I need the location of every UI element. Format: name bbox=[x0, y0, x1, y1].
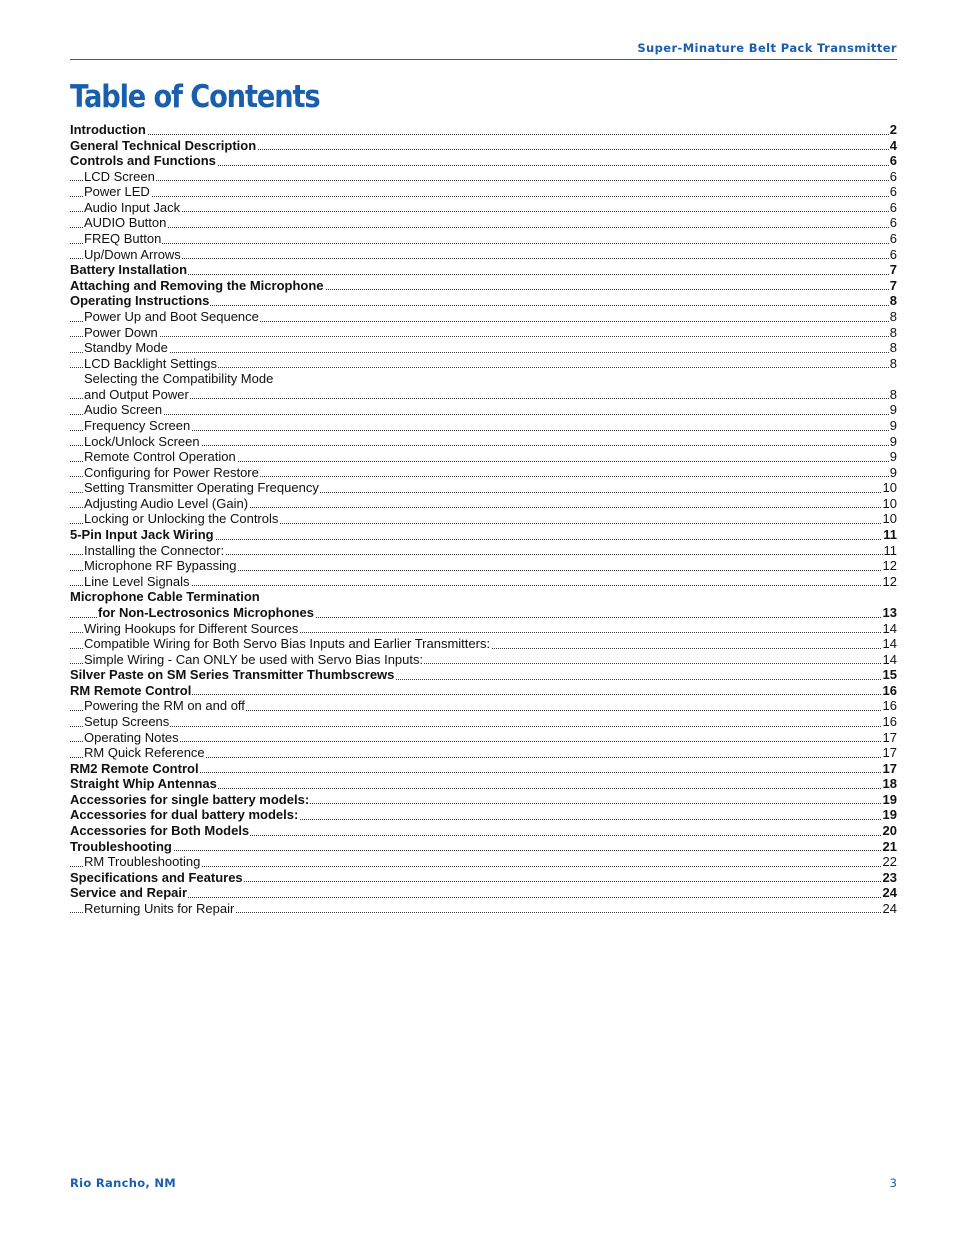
toc-entry-page: 9 bbox=[889, 449, 897, 465]
toc-entry[interactable] bbox=[70, 262, 897, 278]
header-divider bbox=[70, 59, 897, 60]
toc-entry[interactable] bbox=[70, 387, 897, 403]
toc-entry-page: 17 bbox=[882, 745, 897, 761]
toc-entry-title: Powering the RM on and off bbox=[84, 698, 245, 714]
toc-entry[interactable] bbox=[70, 839, 897, 855]
toc-entry[interactable] bbox=[70, 792, 897, 808]
toc-dot-leader bbox=[70, 585, 897, 586]
toc-entry-page: 8 bbox=[889, 308, 897, 324]
toc-entry-title: Compatible Wiring for Both Servo Bias Inputs and Earlier Transmitters: bbox=[84, 636, 491, 652]
toc-entry[interactable] bbox=[70, 745, 897, 761]
toc-entry[interactable] bbox=[70, 652, 897, 668]
toc-entry-title: Wiring Hookups for Different Sources bbox=[84, 620, 299, 636]
toc-entry-title: Accessories for dual battery models: bbox=[70, 807, 299, 823]
toc-entry-title: Straight Whip Antennas bbox=[70, 776, 217, 792]
toc-dot-leader bbox=[70, 850, 897, 851]
toc-entry-page: 10 bbox=[882, 480, 897, 496]
toc-entry-title: Remote Control Operation bbox=[84, 449, 236, 465]
toc-entry[interactable] bbox=[70, 418, 897, 434]
toc-entry-title: Power Down bbox=[84, 324, 158, 340]
toc-entry-page: 16 bbox=[882, 682, 897, 698]
toc-entry-page: 16 bbox=[882, 698, 897, 714]
toc-entry-title: Setup Screens bbox=[84, 713, 170, 729]
toc-entry-page: 10 bbox=[882, 511, 897, 527]
toc-entry-page: 6 bbox=[889, 199, 897, 215]
toc-entry-page: 23 bbox=[882, 869, 897, 885]
toc-entry-title: Troubleshooting bbox=[70, 838, 172, 854]
toc-dot-leader bbox=[70, 180, 897, 181]
toc-entry-title: Attaching and Removing the Microphone bbox=[70, 277, 324, 293]
toc-entry[interactable] bbox=[70, 621, 897, 637]
toc-entry[interactable] bbox=[70, 698, 897, 714]
toc-entry-title: RM Remote Control bbox=[70, 682, 192, 698]
toc-entry-page: 18 bbox=[882, 776, 897, 792]
toc-entry-page: 17 bbox=[882, 729, 897, 745]
toc-entry[interactable] bbox=[70, 543, 897, 559]
toc-entry-page: 19 bbox=[882, 807, 897, 823]
toc-entry-title: Selecting the Compatibility Mode bbox=[84, 371, 274, 387]
toc-entry[interactable] bbox=[70, 527, 897, 543]
toc-entry[interactable] bbox=[70, 807, 897, 823]
toc-entry-title: AUDIO Button bbox=[84, 215, 167, 231]
toc-entry-title: Adjusting Audio Level (Gain) bbox=[84, 495, 249, 511]
toc-entry-page: 9 bbox=[889, 433, 897, 449]
toc-entry[interactable] bbox=[70, 730, 897, 746]
toc-dot-leader bbox=[70, 897, 897, 898]
toc-entry-title: Locking or Unlocking the Controls bbox=[84, 511, 279, 527]
toc-entry[interactable] bbox=[70, 200, 897, 216]
toc-entry-page: 14 bbox=[882, 636, 897, 652]
toc-entry-page: 21 bbox=[882, 838, 897, 854]
toc-entry-title: Audio Screen bbox=[84, 402, 163, 418]
toc-entry-title: RM Troubleshooting bbox=[84, 854, 201, 870]
toc-entry-title: Battery Installation bbox=[70, 262, 188, 278]
footer-location: Rio Rancho, NM bbox=[70, 1176, 177, 1190]
toc-entry[interactable] bbox=[70, 371, 897, 387]
toc-entry-title: Frequency Screen bbox=[84, 417, 191, 433]
toc-entry[interactable] bbox=[70, 293, 897, 309]
toc-entry[interactable] bbox=[70, 434, 897, 450]
toc-entry-title: 5-Pin Input Jack Wiring bbox=[70, 527, 214, 543]
toc-entry-title: Lock/Unlock Screen bbox=[84, 433, 200, 449]
toc-entry[interactable] bbox=[70, 231, 897, 247]
toc-entry[interactable] bbox=[70, 169, 897, 185]
toc-entry-title: Power Up and Boot Sequence bbox=[84, 308, 259, 324]
footer-page-number: 3 bbox=[889, 1176, 897, 1190]
toc-entry[interactable] bbox=[70, 511, 897, 527]
toc-entry-title: Installing the Connector: bbox=[84, 542, 225, 558]
toc-entry-page: 12 bbox=[882, 573, 897, 589]
toc-entry[interactable] bbox=[70, 325, 897, 341]
toc-entry-page: 6 bbox=[889, 168, 897, 184]
toc-entry-page: 6 bbox=[889, 215, 897, 231]
toc-entry[interactable] bbox=[70, 496, 897, 512]
toc-entry-page: 8 bbox=[889, 293, 897, 309]
toc-entry-title: Standby Mode bbox=[84, 340, 168, 356]
toc-entry-page: 24 bbox=[882, 900, 897, 916]
toc-entry-title: Service and Repair bbox=[70, 885, 188, 901]
toc-entry-page: 10 bbox=[882, 495, 897, 511]
toc-entry-page: 7 bbox=[889, 277, 897, 293]
toc-entry[interactable] bbox=[70, 714, 897, 730]
toc-entry-page: 17 bbox=[882, 760, 897, 776]
toc-entry-page: 6 bbox=[889, 246, 897, 262]
toc-entry[interactable] bbox=[70, 901, 897, 917]
toc-entry[interactable] bbox=[70, 356, 897, 372]
toc-entry-page: 8 bbox=[889, 324, 897, 340]
toc-entry-page: 11 bbox=[883, 527, 897, 543]
toc-entry-title: Microphone Cable Termination bbox=[70, 589, 260, 605]
toc-entry[interactable] bbox=[70, 184, 897, 200]
toc-entry-title: RM2 Remote Control bbox=[70, 760, 199, 776]
toc-entry[interactable] bbox=[70, 138, 897, 154]
toc-entry-title: Accessories for Both Models bbox=[70, 823, 250, 839]
toc-entry-page: 8 bbox=[889, 340, 897, 356]
toc-entry-title: Line Level Signals bbox=[84, 573, 190, 589]
toc-entry[interactable] bbox=[70, 153, 897, 169]
toc-entry[interactable] bbox=[70, 215, 897, 231]
toc-entry-page: 15 bbox=[882, 667, 897, 683]
toc-entry-page: 8 bbox=[889, 355, 897, 371]
toc-entry[interactable] bbox=[70, 340, 897, 356]
toc-entry-page: 6 bbox=[889, 231, 897, 247]
toc-dot-leader bbox=[70, 274, 897, 275]
toc-entry-title: Power LED bbox=[84, 184, 150, 200]
toc-dot-leader bbox=[70, 414, 897, 415]
toc-entry[interactable] bbox=[70, 574, 897, 590]
toc-entry[interactable] bbox=[70, 465, 897, 481]
toc-entry[interactable] bbox=[70, 247, 897, 263]
toc-entry-page: 9 bbox=[889, 402, 897, 418]
toc-entry-page: 24 bbox=[882, 885, 897, 901]
toc-entry[interactable] bbox=[70, 480, 897, 496]
toc-entry-title: RM Quick Reference bbox=[84, 745, 205, 761]
toc-entry-title: Audio Input Jack bbox=[84, 199, 181, 215]
toc-entry[interactable] bbox=[70, 683, 897, 699]
toc-entry-title: Specifications and Features bbox=[70, 869, 243, 885]
toc-entry-page: 16 bbox=[882, 713, 897, 729]
table-of-contents bbox=[70, 122, 897, 916]
toc-entry-page: 9 bbox=[889, 417, 897, 433]
toc-entry-page: 4 bbox=[889, 137, 897, 153]
toc-entry[interactable] bbox=[70, 558, 897, 574]
toc-entry-page: 20 bbox=[882, 823, 897, 839]
toc-entry[interactable] bbox=[70, 761, 897, 777]
toc-entry-page: 2 bbox=[889, 122, 897, 137]
toc-dot-leader bbox=[70, 726, 897, 727]
toc-entry[interactable] bbox=[70, 402, 897, 418]
toc-dot-leader bbox=[70, 134, 897, 135]
toc-entry[interactable] bbox=[70, 776, 897, 792]
toc-entry-page: 11 bbox=[883, 542, 897, 558]
toc-entry[interactable] bbox=[70, 854, 897, 870]
toc-dot-leader bbox=[70, 243, 897, 244]
toc-entry[interactable] bbox=[70, 309, 897, 325]
toc-entry-page: 14 bbox=[882, 651, 897, 667]
toc-entry-title: Operating Notes bbox=[84, 729, 179, 745]
toc-dot-leader bbox=[70, 211, 897, 212]
toc-entry-title: Configuring for Power Restore bbox=[84, 464, 259, 480]
toc-dot-leader bbox=[70, 694, 897, 695]
toc-entry-page: 14 bbox=[882, 620, 897, 636]
toc-entry-title: LCD Screen bbox=[84, 168, 155, 184]
toc-entry[interactable] bbox=[70, 278, 897, 294]
toc-entry-title: Up/Down Arrows bbox=[84, 246, 181, 262]
toc-entry-page: 6 bbox=[889, 184, 897, 200]
toc-entry-page: 9 bbox=[889, 464, 897, 480]
page-title: Table of Contents bbox=[70, 79, 320, 115]
toc-entry[interactable] bbox=[70, 823, 897, 839]
toc-entry-page: 7 bbox=[889, 262, 897, 278]
toc-dot-leader bbox=[70, 196, 897, 197]
toc-entry-title: Introduction bbox=[70, 122, 146, 137]
toc-dot-leader bbox=[70, 741, 897, 742]
toc-entry[interactable] bbox=[70, 449, 897, 465]
toc-entry-title: Microphone RF Bypassing bbox=[84, 558, 237, 574]
toc-entry-title: Returning Units for Repair bbox=[84, 900, 235, 916]
toc-dot-leader bbox=[70, 430, 897, 431]
toc-entry-title: and Output Power bbox=[84, 386, 189, 402]
toc-entry-title: Setting Transmitter Operating Frequency bbox=[84, 480, 319, 496]
toc-entry-page: 8 bbox=[889, 386, 897, 402]
running-header: Super-Minature Belt Pack Transmitter bbox=[637, 41, 897, 55]
toc-entry[interactable] bbox=[70, 589, 897, 605]
toc-entry[interactable] bbox=[70, 885, 897, 901]
toc-entry-title: Simple Wiring - Can ONLY be used with Servo Bias Inputs: bbox=[84, 651, 424, 667]
toc-entry-page: 22 bbox=[882, 854, 897, 870]
toc-dot-leader bbox=[70, 336, 897, 337]
toc-entry-title: LCD Backlight Settings bbox=[84, 355, 217, 371]
toc-entry-title: Operating Instructions bbox=[70, 293, 210, 309]
toc-entry-title: for Non-Lectrosonics Microphones bbox=[98, 604, 314, 620]
toc-dot-leader bbox=[70, 398, 897, 399]
toc-entry[interactable] bbox=[70, 605, 897, 621]
toc-entry[interactable] bbox=[70, 122, 897, 138]
toc-entry-page: 19 bbox=[882, 791, 897, 807]
toc-dot-leader bbox=[70, 352, 897, 353]
toc-entry-title: Accessories for single battery models: bbox=[70, 791, 310, 807]
toc-dot-leader bbox=[70, 258, 897, 259]
toc-entry-title: General Technical Description bbox=[70, 137, 257, 153]
toc-dot-leader bbox=[70, 227, 897, 228]
toc-entry[interactable] bbox=[70, 636, 897, 652]
toc-entry[interactable] bbox=[70, 667, 897, 683]
toc-entry-title: Controls and Functions bbox=[70, 153, 216, 169]
toc-entry-title: FREQ Button bbox=[84, 231, 162, 247]
toc-entry[interactable] bbox=[70, 870, 897, 886]
toc-entry-page: 13 bbox=[882, 604, 897, 620]
toc-entry-page: 6 bbox=[889, 153, 897, 169]
toc-entry-title: Silver Paste on SM Series Transmitter Thumbscrews bbox=[70, 667, 395, 683]
toc-entry-page: 12 bbox=[882, 558, 897, 574]
